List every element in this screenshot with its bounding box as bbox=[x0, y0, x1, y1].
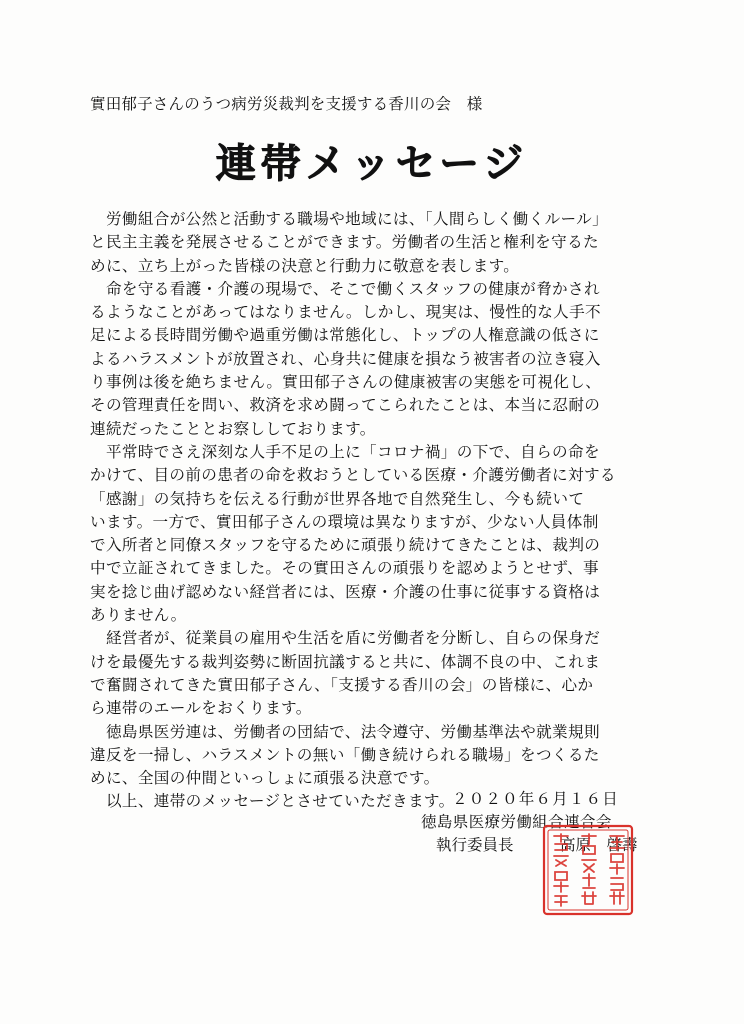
body-line: 平常時でさえ深刻な人手不足の上に「コロナ禍」の下で、自らの命を bbox=[90, 442, 600, 461]
body-line: かけて、目の前の患者の命を救おうとしている医療・介護労働者に対する bbox=[90, 466, 616, 485]
body-line: 経営者が、従業員の雇用や生活を盾に労働者を分断し、自らの保身だ bbox=[90, 629, 601, 648]
body-line: 違反を一掃し、ハラスメントの無い「働き続けられる職場」をつくるた bbox=[90, 745, 600, 764]
organization-name: 徳島県医療労働組合連合会 bbox=[421, 813, 612, 831]
body-line: るようなことがあってはなりません。しかし、現実は、慢性的な人手不 bbox=[90, 303, 601, 322]
body-line: めに、全国の仲間といっしょに頑張る決意です。 bbox=[90, 769, 440, 788]
body-line: 中で立証されてきました。その實田さんの頑張りを認めようとせず、事 bbox=[90, 559, 599, 578]
signer-title: 執行委員長 bbox=[436, 836, 514, 854]
body-line: と民主主義を発展させることができます。労働者の生活と権利を守るた bbox=[90, 233, 599, 252]
body-line: 実を捻じ曲げ認めない経営者には、医療・介護の仕事に従事する資格は bbox=[90, 582, 601, 601]
body-line: で入所者と同僚スタッフを守るために頑張り続けてきたことは、裁判の bbox=[90, 536, 601, 555]
body-line: 連続だったこととお察ししております。 bbox=[90, 419, 376, 438]
body-line: よるハラスメントが放置され、心身共に健康を損なう被害者の泣き寝入 bbox=[90, 349, 601, 368]
body-line: ら連帯のエールをおくります。 bbox=[90, 699, 312, 718]
signer-name: 高原 啓壽 bbox=[560, 836, 638, 854]
body-line: り事例は後を絶ちません。實田郁子さんの健康被害の実態を可視化し、 bbox=[90, 373, 602, 392]
body-line: 命を守る看護・介護の現場で、そこで働くスタッフの健康が脅かされ bbox=[90, 279, 600, 298]
letter-date: ２０２０年６月１６日 bbox=[452, 790, 620, 808]
body-line: 「感謝」の気持ちを伝える行動が世界各地で自然発生し、今も続いて bbox=[90, 489, 585, 508]
body-line: その管理責任を問い、救済を求め闘ってこられたことは、本当に忍耐の bbox=[90, 396, 601, 415]
body-line: ありません。 bbox=[90, 606, 187, 625]
body-line: めに、立ち上がった皆様の決意と行動力に敬意を表します。 bbox=[90, 256, 520, 275]
letter-body bbox=[90, 208, 642, 814]
body-line: 以上、連帯のメッセージとさせていただきます。 bbox=[90, 792, 455, 811]
body-line: けを最優先する裁判姿勢に断固抗議すると共に、体調不良の中、これま bbox=[90, 652, 601, 671]
body-line: で奮闘されてきた實田郁子さん、「支援する香川の会」の皆様に、心か bbox=[90, 675, 594, 694]
letter-title: 連帯メッセージ bbox=[215, 141, 529, 187]
seal-stamp-icon bbox=[538, 820, 638, 920]
body-line: 徳島県医労連は、労働者の団結で、法令遵守、労働基準法や就業規則 bbox=[90, 722, 600, 741]
body-line: 労働組合が公然と活動する職場や地域には、「人間らしく働くルール」 bbox=[90, 210, 609, 228]
body-line: います。一方で、實田郁子さんの環境は異なりますが、少ない人員体制 bbox=[90, 512, 599, 531]
body-line: 足による長時間労働や過重労働は常態化し、トップの人権意識の低さに bbox=[90, 326, 600, 345]
addressee: 實田郁子さんのうつ病労災裁判を支援する香川の会 様 bbox=[90, 95, 483, 113]
